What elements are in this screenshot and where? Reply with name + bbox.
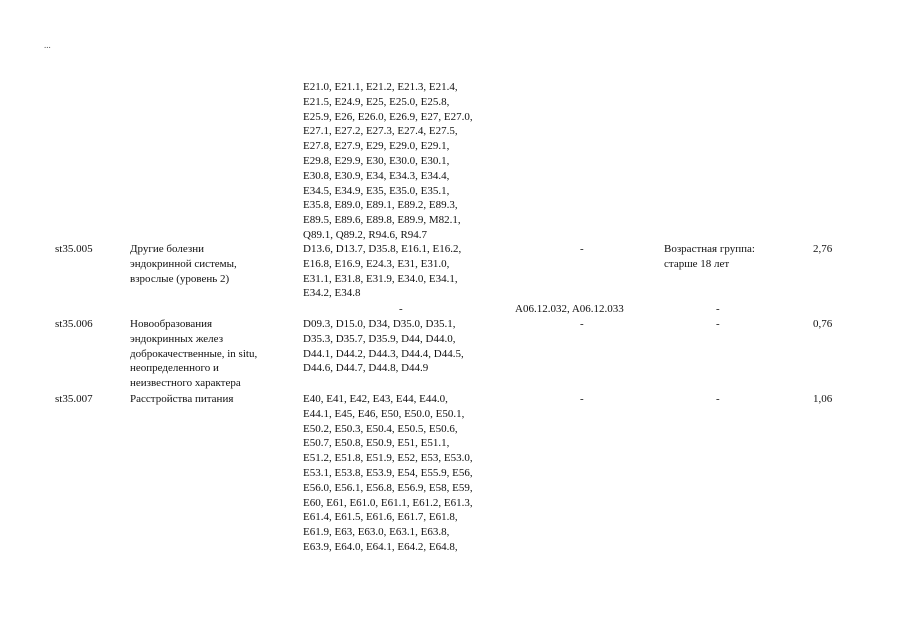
row-name-line: эндокринной системы, — [130, 257, 237, 270]
other-criteria: - — [716, 393, 720, 405]
row-name-line: эндокринных желез — [130, 332, 224, 345]
page-marker: ... — [44, 40, 51, 50]
sub-row-diagnoses: - — [399, 303, 403, 315]
row-name-line: Расстройства питания — [130, 393, 234, 405]
diagnosis-line: E56.0, E56.1, E56.8, E56.9, E58, E59, — [303, 481, 473, 494]
row-code: st35.007 — [55, 393, 93, 405]
diagnosis-line: E44.1, E45, E46, E50, E50.0, E50.1, — [303, 407, 465, 420]
medical-service: - — [580, 393, 584, 405]
diagnosis-line: D44.1, D44.2, D44.3, D44.4, D44.5, — [303, 347, 464, 360]
diagnosis-line: Q89.1, Q89.2, R94.6, R94.7 — [303, 229, 428, 241]
diagnosis-line: E60, E61, E61.0, E61.1, E61.2, E61.3, — [303, 496, 473, 509]
row-name-line: Другие болезни — [130, 243, 204, 255]
diagnosis-line: E16.8, E16.9, E24.3, E31, E31.0, — [303, 257, 450, 270]
diagnosis-line: E51.2, E51.8, E51.9, E52, E53, E53.0, — [303, 452, 473, 465]
diagnosis-line: E34.2, E34.8 — [303, 287, 361, 300]
diagnosis-line: E63.9, E64.0, E64.1, E64.2, E64.8, — [303, 541, 458, 553]
row-name-line: неопределенного и — [130, 362, 219, 375]
diagnosis-line: E40, E41, E42, E43, E44, E44.0, — [303, 393, 448, 405]
diagnosis-line: E89.5, E89.6, E89.8, E89.9, M82.1, — [303, 214, 461, 227]
diagnosis-line: E53.1, E53.8, E53.9, E54, E55.9, E56, — [303, 467, 473, 479]
other-criteria-line: Возрастная группа: — [664, 243, 755, 255]
diagnosis-line: E35.8, E89.0, E89.1, E89.2, E89.3, — [303, 199, 458, 212]
other-criteria-line: старше 18 лет — [664, 257, 730, 270]
medical-service: - — [580, 243, 584, 255]
sub-row-medical-service: A06.12.032, A06.12.033 — [515, 303, 624, 315]
medical-service: - — [580, 318, 584, 330]
diagnosis-line: E21.5, E24.9, E25, E25.0, E25.8, — [303, 95, 450, 108]
row-name-line: взрослые (уровень 2) — [130, 272, 230, 285]
diagnosis-line: E21.0, E21.1, E21.2, E21.3, E21.4, — [303, 81, 458, 93]
sub-row-other-criteria: - — [716, 303, 720, 315]
diagnosis-line: E27.8, E27.9, E29, E29.0, E29.1, — [303, 140, 450, 153]
row-code: st35.006 — [55, 318, 93, 330]
diagnosis-line: E29.8, E29.9, E30, E30.0, E30.1, — [303, 155, 450, 167]
other-criteria: - — [716, 318, 720, 330]
diagnosis-line: E50.2, E50.3, E50.4, E50.5, E50.6, — [303, 422, 458, 435]
diagnosis-line: D44.6, D44.7, D44.8, D44.9 — [303, 362, 429, 375]
row-name-line: неизвестного характера — [130, 377, 241, 390]
coefficient: 1,06 — [813, 393, 833, 405]
diagnosis-line: E25.9, E26, E26.0, E26.9, E27, E27.0, — [303, 110, 473, 123]
diagnosis-line: E30.8, E30.9, E34, E34.3, E34.4, — [303, 169, 450, 182]
diagnosis-line: E27.1, E27.2, E27.3, E27.4, E27.5, — [303, 125, 458, 138]
diagnosis-line: E31.1, E31.8, E31.9, E34.0, E34.1, — [303, 272, 458, 285]
row-code: st35.005 — [55, 243, 93, 255]
coefficient: 2,76 — [813, 243, 833, 255]
diagnosis-line: E61.4, E61.5, E61.6, E61.7, E61.8, — [303, 511, 458, 524]
diagnosis-line: D35.3, D35.7, D35.9, D44, D44.0, — [303, 332, 456, 345]
diagnosis-line: D13.6, D13.7, D35.8, E16.1, E16.2, — [303, 243, 462, 255]
coefficient: 0,76 — [813, 318, 833, 330]
row-name-line: Новообразования — [130, 318, 213, 330]
diagnosis-line: D09.3, D15.0, D34, D35.0, D35.1, — [303, 318, 456, 330]
diagnosis-line: E50.7, E50.8, E50.9, E51, E51.1, — [303, 437, 450, 450]
row-name-line: доброкачественные, in situ, — [130, 347, 258, 360]
diagnosis-line: E34.5, E34.9, E35, E35.0, E35.1, — [303, 184, 450, 197]
diagnosis-line: E61.9, E63, E63.0, E63.1, E63.8, — [303, 526, 450, 539]
